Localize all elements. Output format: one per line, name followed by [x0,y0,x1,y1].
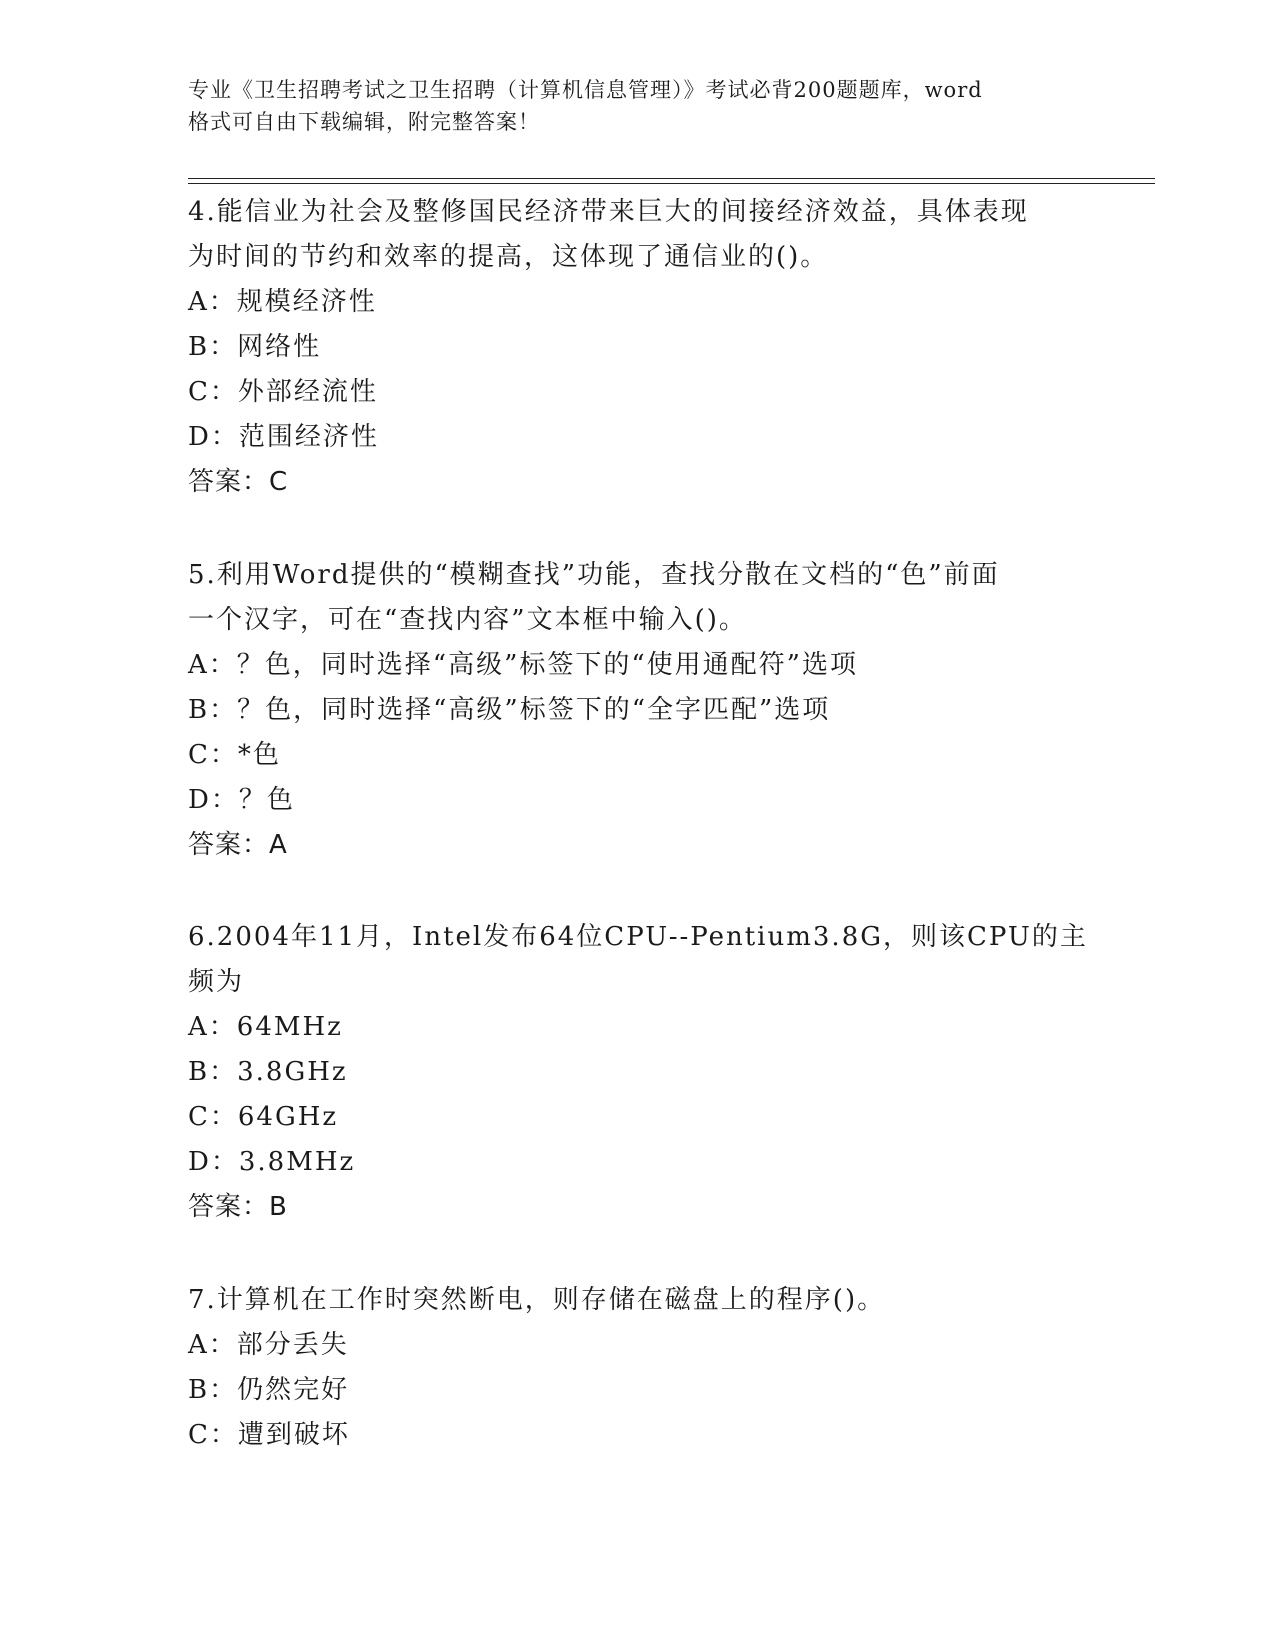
question-stem [188,915,1088,1005]
question-stem [188,553,1088,643]
question-4 [188,190,1088,505]
option-a: A：64MHz [188,1012,343,1042]
option-d: D：？色 [188,785,295,815]
answer-label: 答案：B [188,1192,288,1222]
question-stem [188,1278,1088,1323]
header-divider-top [188,178,1155,179]
question-stem-line: 4.能信业为社会及整修国民经济带来巨大的间接经济效益，具体表现 [188,197,1029,227]
question-stem [188,190,1088,280]
answer-label: 答案：A [188,830,288,860]
header-line-1: 专业《卫生招聘考试之卫生招聘（计算机信息管理）》考试必背200题题库，word [188,78,983,102]
option-d: D：3.8MHz [188,1147,356,1177]
option-b: B：仍然完好 [188,1375,350,1405]
option-b: B：网络性 [188,332,322,362]
answer-label: 答案：C [188,467,289,497]
header-divider-bottom [188,183,1155,184]
question-stem-line: 为时间的节约和效率的提高，这体现了通信业的()。 [188,242,829,272]
question-7 [188,1278,1088,1458]
option-c: C：遭到破坏 [188,1420,350,1450]
option-c: C：64GHz [188,1102,339,1132]
option-a: A：部分丢失 [188,1330,349,1360]
question-stem-line: 6.2004年11月，Intel发布64位CPU--Pentium3.8G，则该CPU的主 [188,922,1088,952]
option-b: B：？色，同时选择“高级”标签下的“全字匹配”选项 [188,695,831,725]
option-c: C：外部经流性 [188,377,378,407]
document-header [188,74,1088,138]
question-6 [188,915,1088,1230]
option-a: A：？色，同时选择“高级”标签下的“使用通配符”选项 [188,650,858,680]
question-stem-line: 7.计算机在工作时突然断电，则存储在磁盘上的程序()。 [188,1285,886,1315]
question-stem-line: 一个汉字，可在“查找内容”文本框中输入()。 [188,605,747,635]
option-c: C：*色 [188,740,281,770]
question-5 [188,553,1088,868]
option-a: A：规模经济性 [188,287,377,317]
question-stem-line: 频为 [188,967,245,997]
option-b: B：3.8GHz [188,1057,348,1087]
option-d: D：范围经济性 [188,422,379,452]
header-line-2: 格式可自由下载编辑，附完整答案！ [188,110,540,134]
question-stem-line: 5.利用Word提供的“模糊查找”功能，查找分散在文档的“色”前面 [188,560,1000,590]
